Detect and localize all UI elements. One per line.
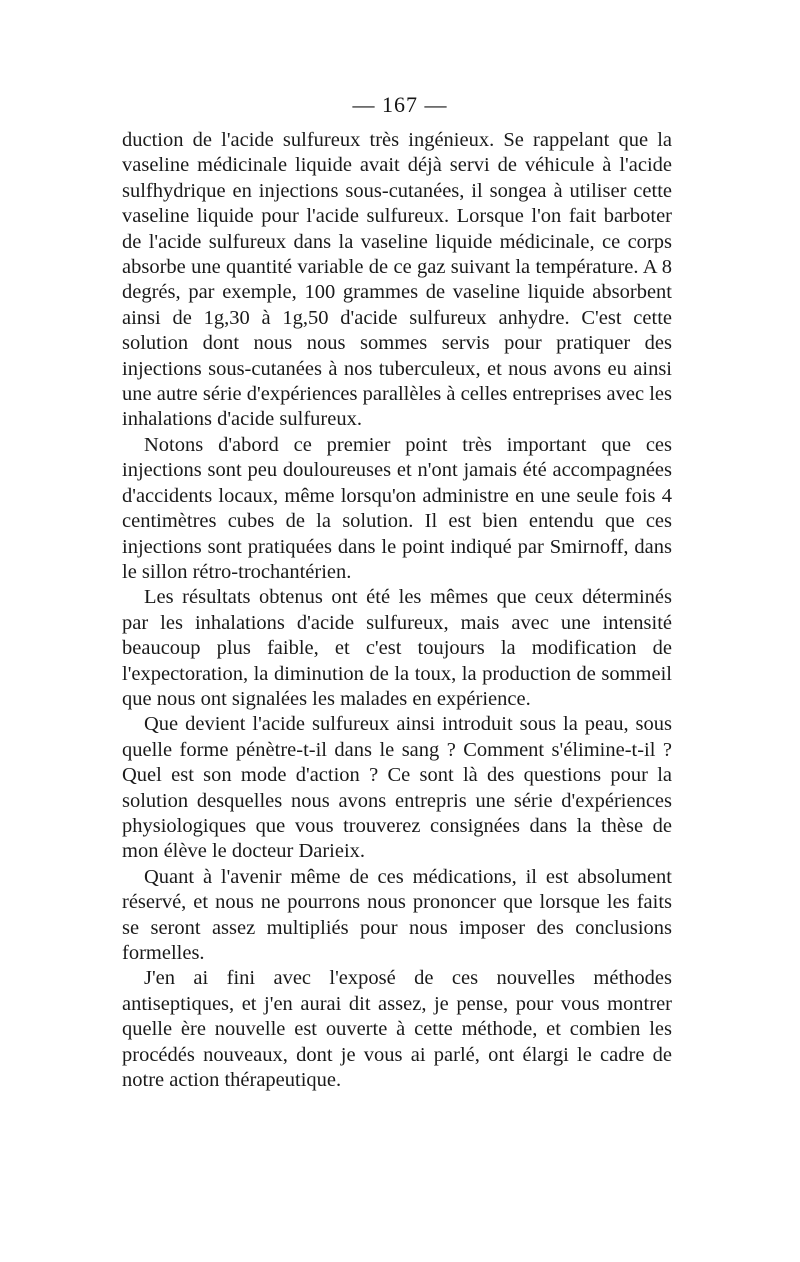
page-number: — 167 — xyxy=(352,92,448,117)
paragraph-6: J'en ai fini avec l'exposé de ces nouvelles méthodes antiseptiques, et j'en aurai dit assez, je pense, pour vous montrer quelle ère nouvelle est ouverte à cette méthode, et combien les procédés nouveaux, dont je vous ai parlé, ont élargi le cadre de notre action thérapeutique. xyxy=(122,967,672,1092)
paragraph-3: Les résultats obtenus ont été les mêmes que ceux déterminés par les inhalations d'acide sulfureux, mais avec une intensité beaucoup plus faible, et c'est toujours la modification de l'expectoration, la diminution de la toux, la production de sommeil que nous ont signalées les malades en expérience. xyxy=(122,586,672,710)
paragraph-1: duction de l'acide sulfureux très ingénieux. Se rappelant que la vaseline médicinale liquide avait déjà servi de véhicule à l'acide sulfhydrique en injections sous-cutanées, il songea à utiliser cette vaseline liquide pour l'acide sulfureux. Lorsque l'on fait barboter de l'acide sulfureux dans la vaseline liquide médicinale, ce corps absorbe une quantité variable de ce gaz suivant la température. A 8 degrés, par exemple, 100 grammes de vaseline liquide absorbent ainsi de 1g,30 à 1g,50 d'acide sulfureux anhydre. C'est cette solution dont nous nous sommes servis pour pratiquer des injections sous-cutanées à nos tuberculeux, et nous avons eu ainsi une autre série d'expériences parallèles à celles entreprises avec les inhalations d'acide sulfureux. xyxy=(122,129,672,431)
body-text xyxy=(122,128,672,1093)
paragraph-2: Notons d'abord ce premier point très important que ces injections sont peu douloureuses et n'ont jamais été accompagnées d'accidents locaux, même lorsqu'on administre en une seule fois 4 centimètres cubes de la solution. Il est bien entendu que ces injections sont pratiquées dans le point indiqué par Smirnoff, dans le sillon rétro-trochantérien. xyxy=(122,433,672,583)
paragraph-4: Que devient l'acide sulfureux ainsi introduit sous la peau, sous quelle forme pénètre-t-il dans le sang ? Comment s'élimine-t-il ? Quel est son mode d'action ? Ce sont là des questions pour la solution desquelles nous avons entrepris une série d'expériences physiologiques que vous trouverez consignées dans la thèse de mon élève le docteur Darieix. xyxy=(122,713,672,863)
paragraph-5: Quant à l'avenir même de ces médications, il est absolument réservé, et nous ne pourrons nous prononcer que lorsque les faits se seront assez multipliés pour nous imposer des conclusions formelles. xyxy=(122,865,672,964)
